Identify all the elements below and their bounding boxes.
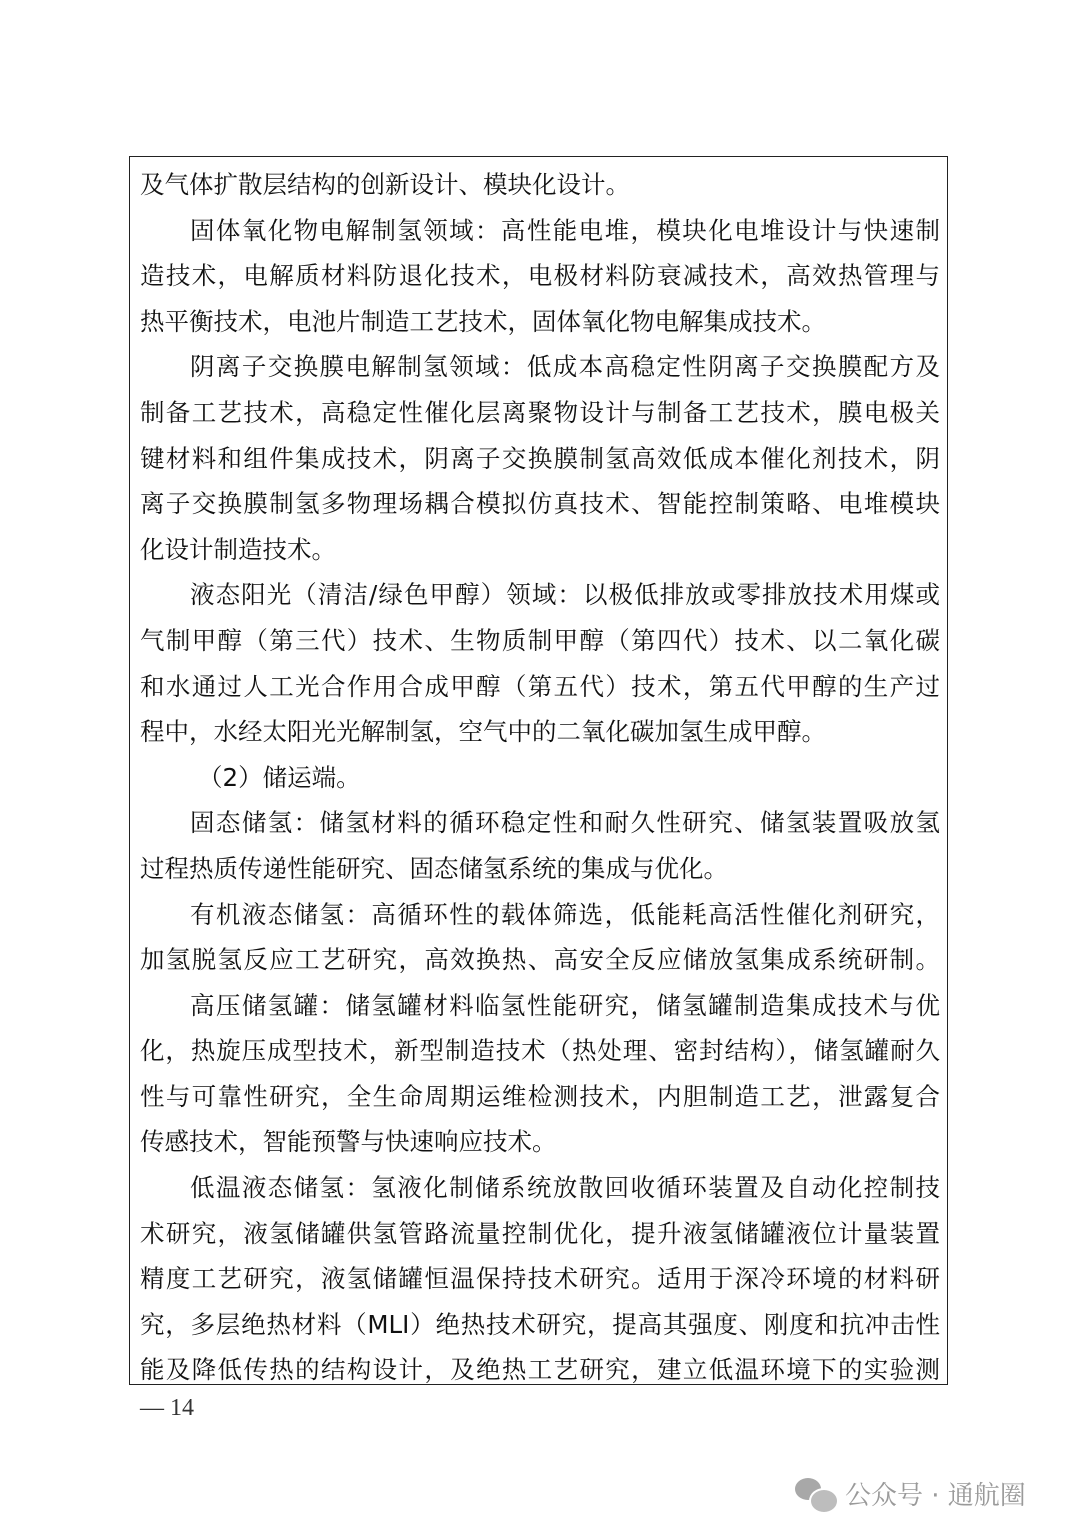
document-body <box>140 162 940 1393</box>
text-line: 能及降低传热的结构设计，及绝热工艺研究，建立低温环境下的实验测 <box>140 1355 940 1385</box>
text-line: 究，多层绝热材料（MLI）绝热技术研究，提高其强度、刚度和抗冲击性 <box>140 1309 940 1339</box>
text-line: 加氢脱氢反应工艺研究，高效换热、高安全反应储放氢集成系统研制。 <box>140 945 940 975</box>
text-line: 低温液态储氢：氢液化制储系统放散回收循环装置及自动化控制技 <box>190 1173 940 1203</box>
text-line: 化设计制造技术。 <box>140 534 336 564</box>
wechat-icon <box>795 1476 837 1512</box>
text-line: 液态阳光（清洁/绿色甲醇）领域：以极低排放或零排放技术用煤或 <box>190 580 940 610</box>
text-line: 制备工艺技术，高稳定性催化层离聚物设计与制备工艺技术，膜电极关 <box>140 397 940 427</box>
text-line: （2）储运端。 <box>198 762 361 792</box>
watermark <box>795 1475 1026 1512</box>
text-line: 离子交换膜制氢多物理场耦合模拟仿真技术、智能控制策略、电堆模块 <box>140 489 940 519</box>
page-number: — 14 <box>140 1395 194 1421</box>
text-line: 阴离子交换膜电解制氢领域：低成本高稳定性阴离子交换膜配方及 <box>190 352 940 382</box>
text-line: 过程热质传递性能研究、固态储氢系统的集成与优化。 <box>140 853 728 883</box>
text-line: 气制甲醇（第三代）技术、生物质制甲醇（第四代）技术、以二氧化碳 <box>140 625 940 655</box>
text-line: 化，热旋压成型技术，新型制造技术（热处理、密封结构），储氢罐耐久 <box>140 1036 940 1066</box>
text-line: 及气体扩散层结构的创新设计、模块化设计。 <box>140 170 630 199</box>
watermark-text: 公众号 · 通航圈 <box>845 1481 1026 1511</box>
text-line: 高压储氢罐：储氢罐材料临氢性能研究，储氢罐制造集成技术与优 <box>190 990 940 1020</box>
text-line: 术研究，液氢储罐供氢管路流量控制优化，提升液氢储罐液位计量装置 <box>140 1218 940 1248</box>
text-line: 程中，水经太阳光光解制氢，空气中的二氧化碳加氢生成甲醇。 <box>140 717 826 747</box>
text-line: 传感技术，智能预警与快速响应技术。 <box>140 1127 557 1157</box>
text-line: 有机液态储氢：高循环性的载体筛选，低能耗高活性催化剂研究， <box>190 899 940 929</box>
text-line: 固态储氢：储氢材料的循环稳定性和耐久性研究、储氢装置吸放氢 <box>190 808 940 838</box>
text-line: 热平衡技术，电池片制造工艺技术，固体氧化物电解集成技术。 <box>140 306 826 336</box>
text-line: 和水通过人工光合作用合成甲醇（第五代）技术，第五代甲醇的生产过 <box>140 671 940 701</box>
text-line: 造技术，电解质材料防退化技术，电极材料防衰减技术，高效热管理与 <box>140 261 940 291</box>
text-line: 固体氧化物电解制氢领域：高性能电堆，模块化电堆设计与快速制 <box>190 215 940 245</box>
text-line: 性与可靠性研究，全生命周期运维检测技术，内胆制造工艺，泄露复合 <box>140 1081 940 1111</box>
text-line: 键材料和组件集成技术，阴离子交换膜制氢高效低成本催化剂技术，阴 <box>140 443 940 473</box>
text-line: 精度工艺研究，液氢储罐恒温保持技术研究。适用于深冷环境的材料研 <box>140 1264 940 1294</box>
